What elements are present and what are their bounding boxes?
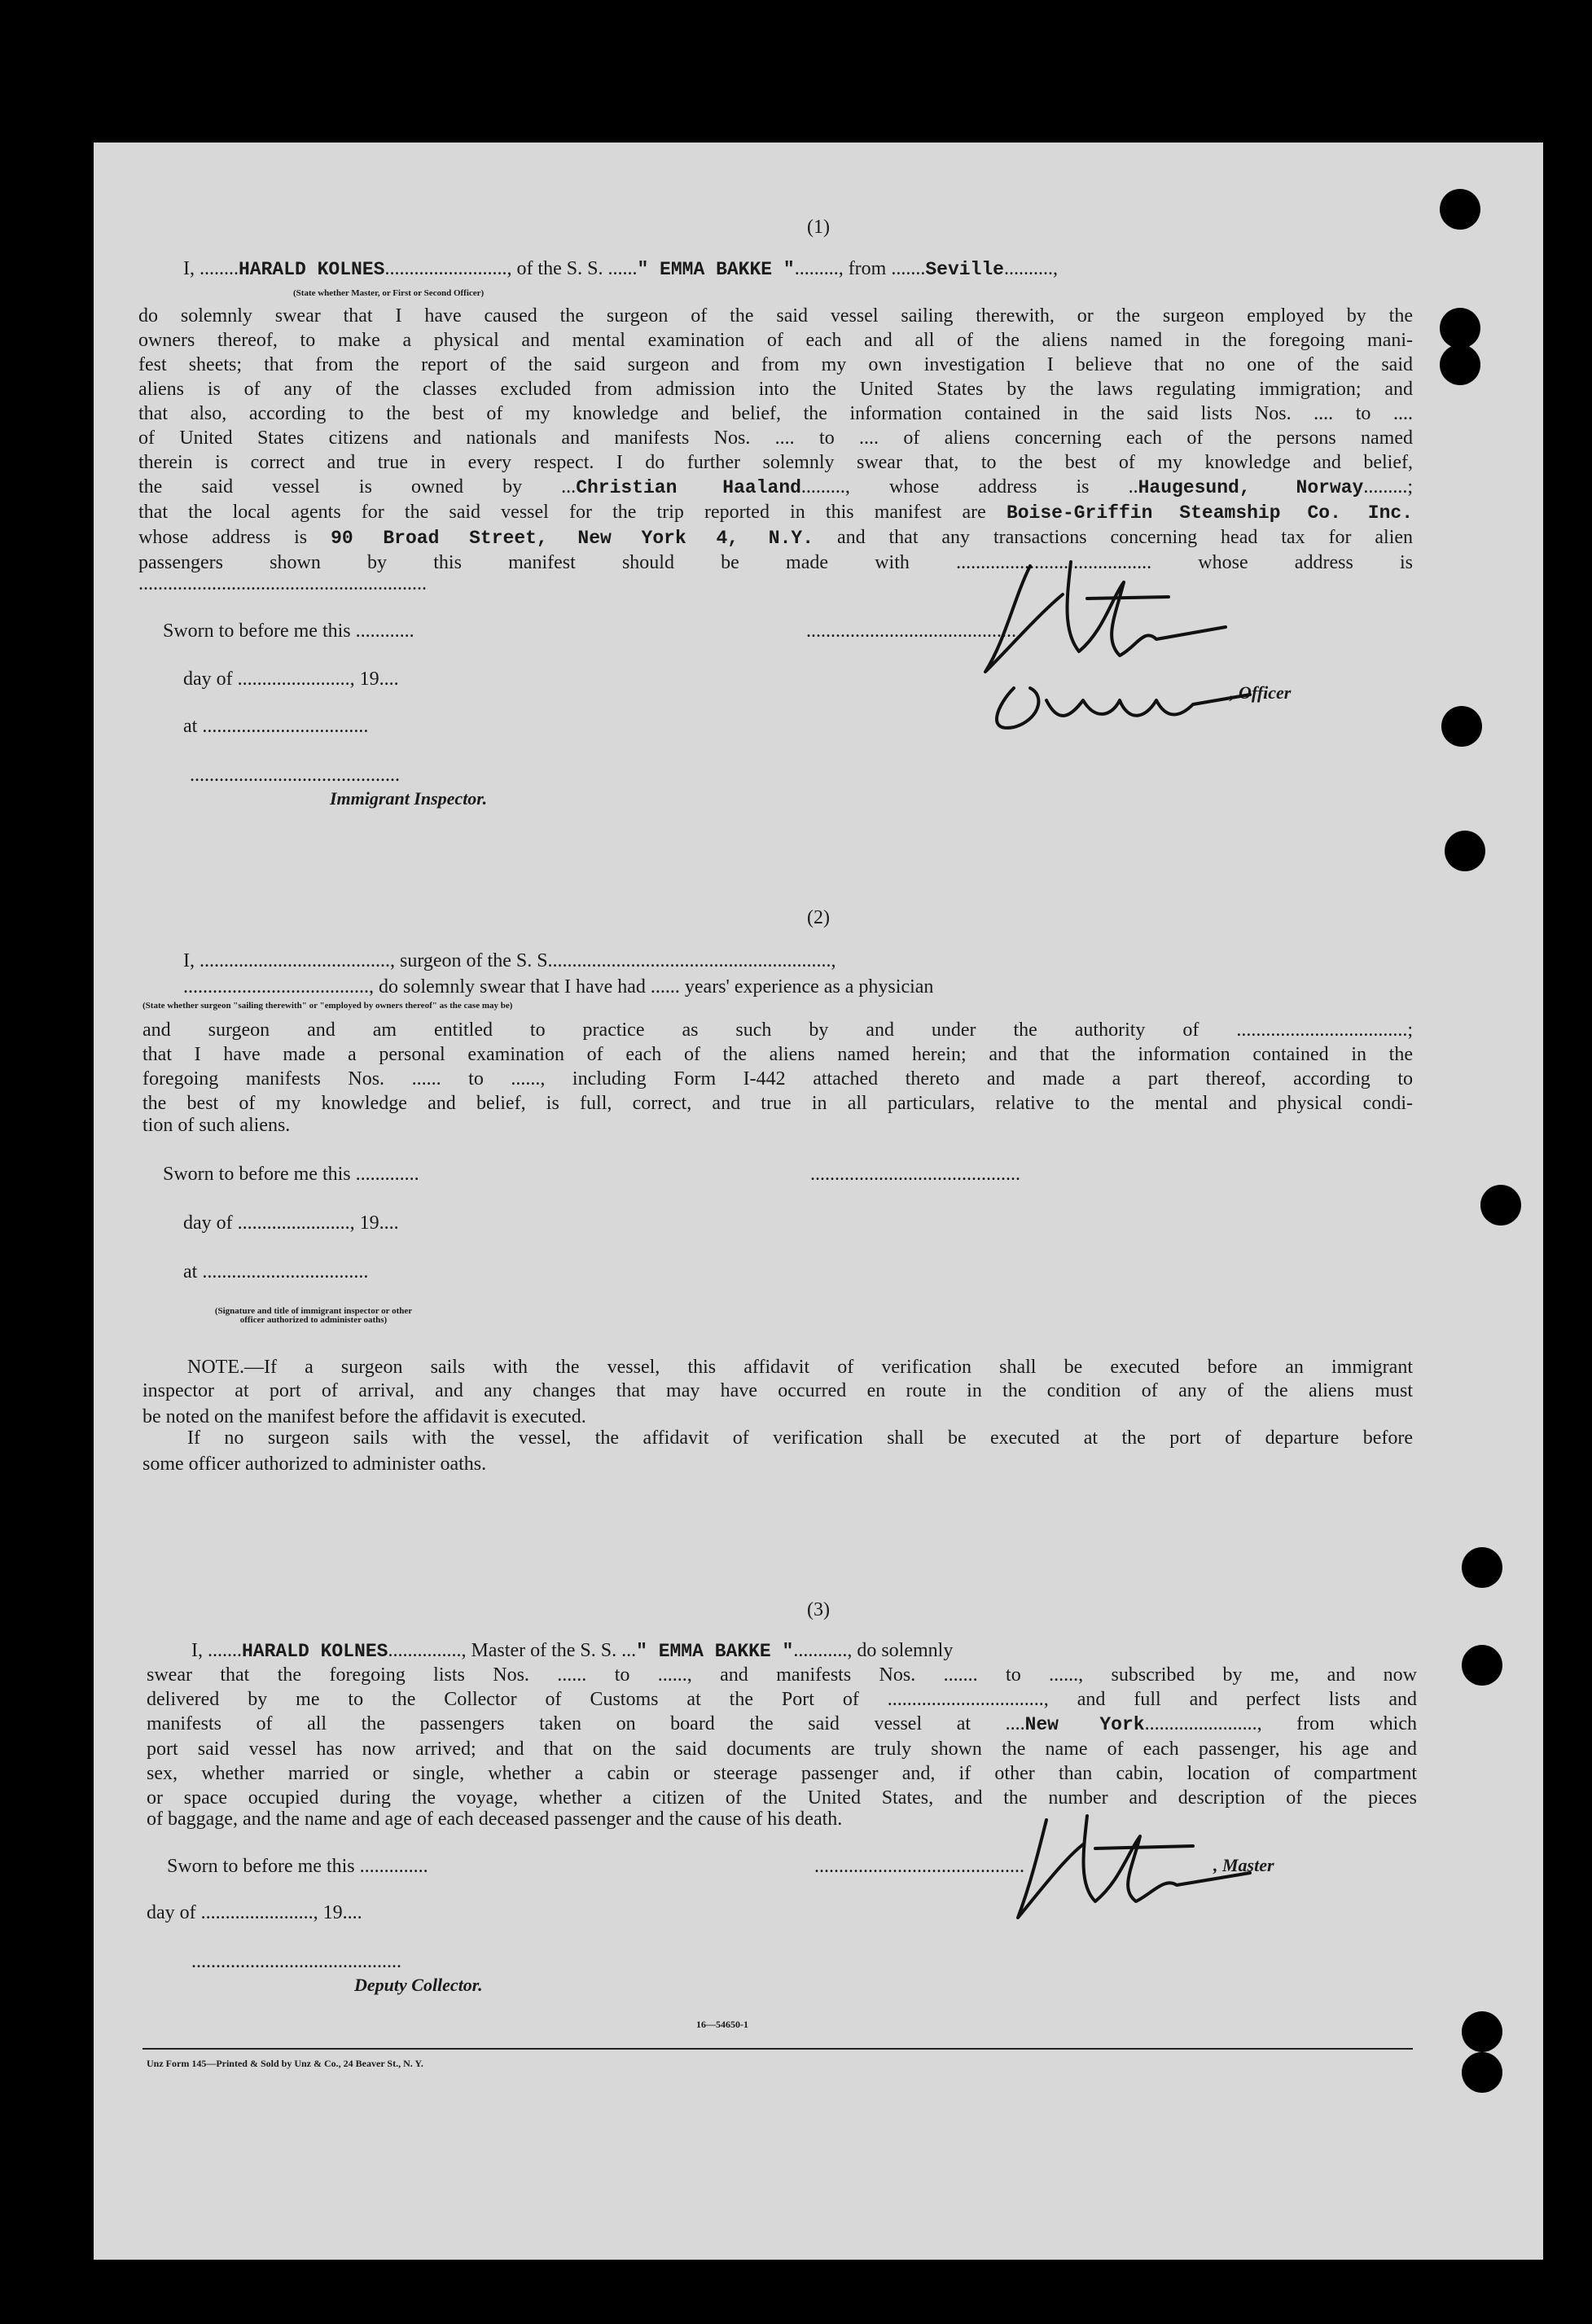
master-line-prefix: I, ........	[183, 258, 239, 279]
master-signature	[1014, 1804, 1283, 1926]
punch-hole	[1462, 2052, 1502, 2093]
departure-port: Seville	[925, 259, 1004, 280]
address-dots: ...........................................................	[138, 573, 427, 594]
oath-line: that also, according to the best of my knowledge and belief, the information contained in the said lists Nos. .... to ....	[138, 403, 1413, 424]
oath-line: owners thereof, to make a physical and mental examination of each and all of the aliens named in the foregoing mani-	[138, 330, 1413, 351]
agent-line	[138, 500, 1413, 525]
surgeon-line-1: I, ......................................., surgeon of the S. S..........................................................,	[183, 950, 836, 971]
punch-hole	[1462, 1645, 1502, 1686]
master-oath-paragraph	[147, 1663, 1417, 1810]
signature-dots-3: ...........................................	[814, 1856, 1024, 1877]
punch-hole	[1441, 706, 1482, 747]
punch-hole	[1440, 344, 1480, 385]
agent-address: 90 Broad Street, New York 4, N.Y.	[331, 528, 814, 549]
collector-label: Deputy Collector.	[354, 1975, 483, 1995]
punch-hole	[1440, 308, 1480, 349]
surgeon-oath-line: and surgeon and am entitled to practice as such by and under the authority of ...................................;	[143, 1019, 1413, 1041]
inspector-dots: ...........................................	[190, 765, 400, 786]
master-oath-last: of baggage, and the name and age of each deceased passenger and the cause of his death.	[147, 1809, 843, 1830]
punch-hole	[1462, 2011, 1502, 2052]
surgeon-line-2: ......................................, do solemnly swear that I have had ...... years' experience as a physician	[183, 976, 934, 998]
note-line: inspector at port of arrival, and any changes that may have occurred en route in the condition of any of the aliens must	[143, 1380, 1413, 1401]
collector-dots: ...........................................	[191, 1951, 401, 1972]
arrival-port: New York	[1024, 1714, 1145, 1735]
surgeon-oath-line: that I have made a personal examination of each of the aliens named herein; and that the information contained in the	[143, 1044, 1413, 1065]
signature-dots-2: ...........................................	[810, 1164, 1020, 1185]
owner-name: Christian Haaland	[576, 477, 801, 498]
vessel-name: " EMMA BAKKE "	[637, 259, 795, 280]
master-line-mid: ........................., of the S. S. ......	[384, 258, 638, 279]
agent-address-prefix: whose address is	[138, 527, 308, 548]
vessel-name-3: " EMMA BAKKE "	[636, 1641, 794, 1662]
punch-hole	[1440, 189, 1480, 230]
surgeon-oath-line: foregoing manifests Nos. ...... to ......, including Form I-442 attached thereto and made a part thereof, according to	[143, 1068, 1413, 1090]
owner-line-mid: ........., whose address is ..	[800, 476, 1138, 498]
officer-caption: (State whether Master, or First or Second Officer)	[293, 288, 485, 298]
master-oath-line: delivered by me to the Collector of Customs at the Port of ................................, and full and perfect lists and	[147, 1689, 1417, 1710]
master-line-3	[191, 1641, 953, 1661]
oath-line: aliens is of any of the classes excluded from admission into the United States by the laws regulating immigration; and	[138, 379, 1413, 400]
document-page	[94, 143, 1543, 2260]
surgeon-oath-last: tion of such aliens.	[143, 1115, 291, 1136]
printer-credit: Unz Form 145—Printed & Sold by Unz & Co., 24 Beaver St., N. Y.	[147, 2058, 423, 2069]
section-2-number: (2)	[807, 907, 830, 928]
note-paragraph-2	[143, 1427, 1413, 1450]
master3-prefix: I, .......	[191, 1640, 242, 1661]
master-oath-line: port said vessel has now arrived; and that on the said documents are truly shown the name of each passenger, his age and	[147, 1739, 1417, 1760]
master-label: , Master	[1213, 1855, 1274, 1875]
port-line-prefix: manifests of all the passengers taken on board the said vessel at ....	[147, 1713, 1025, 1734]
note-line: NOTE.—If a surgeon sails with the vessel, this affidavit of verification shall be executed before an immigrant	[187, 1357, 1413, 1378]
footer-divider	[143, 2048, 1413, 2050]
sworn-line-2: Sworn to before me this .............	[163, 1164, 419, 1185]
master3-end: ..........., do solemnly	[793, 1640, 954, 1661]
note-paragraph-1	[143, 1356, 1413, 1403]
day-line-3: day of ......................., 19....	[147, 1902, 362, 1923]
sworn-line-3: Sworn to before me this ..............	[167, 1856, 428, 1877]
master-name: HARALD KOLNES	[239, 259, 385, 280]
master3-mid: ..............., Master of the S. S. ...	[388, 1640, 637, 1661]
inspector-label: Immigrant Inspector.	[330, 788, 488, 809]
owner-line-prefix: the said vessel is owned by ...	[138, 476, 577, 498]
officer-signature	[981, 550, 1291, 737]
owner-line-end: .........;	[1363, 476, 1414, 498]
punch-hole	[1480, 1185, 1521, 1226]
oath-line: do solemnly swear that I have caused the surgeon of the said vessel sailing therewith, or the surgeon employed by the	[138, 305, 1413, 327]
sworn-line-1: Sworn to before me this ............	[163, 620, 414, 642]
day-line-2: day of ......................., 19....	[183, 1212, 399, 1234]
at-line-1: at ..................................	[183, 716, 369, 737]
master-line-from: ........., from .......	[794, 258, 926, 279]
head-tax-suffix: whose address is	[1198, 552, 1413, 573]
agent-line-prefix: that the local agents for the said vessel for the trip reported in this manifest are	[138, 502, 986, 523]
agent-address-suffix: and that any transactions concerning head tax for alien	[836, 527, 1414, 548]
surgeon-oath-line: the best of my knowledge and belief, is full, correct, and true in all particulars, relative to the mental and physical condi-	[143, 1093, 1413, 1114]
port-line	[147, 1712, 1417, 1737]
day-line-1: day of ......................., 19....	[183, 669, 399, 690]
note-line: If no surgeon sails with the vessel, the affidavit of verification shall be executed at the port of departure before	[187, 1427, 1413, 1449]
oath-line: therein is correct and true in every respect. I do further solemnly swear that, to the best of my knowledge and belief,	[138, 452, 1413, 473]
agent-name: Boise-Griffin Steamship Co. Inc.	[1006, 502, 1414, 524]
punch-hole	[1462, 1547, 1502, 1588]
master-line-end: ..........,	[1003, 258, 1058, 279]
master-oath-line: or space occupied during the voyage, whether a citizen of the United States, and the number and description of the pieces	[147, 1787, 1417, 1809]
note-line-5: some officer authorized to administer oaths.	[143, 1454, 487, 1475]
note-line-3: be noted on the manifest before the affidavit is executed.	[143, 1406, 586, 1427]
form-number: 16—54650-1	[696, 2019, 748, 2030]
port-line-suffix: ......................., from which	[1144, 1713, 1417, 1734]
master-name-3: HARALD KOLNES	[242, 1641, 388, 1662]
signature-dots-1: ...........................................	[806, 620, 1016, 642]
owner-line	[138, 475, 1413, 500]
master-oath-line: swear that the foregoing lists Nos. ...... to ......, and manifests Nos. ....... to ......, subscribed by me, and now	[147, 1664, 1417, 1686]
surgeon-paragraph	[143, 1018, 1413, 1116]
signature-caption: (Signature and title of immigrant inspector or other officer authorized to administer oaths)	[214, 1306, 413, 1325]
surgeon-caption: (State whether surgeon "sailing therewith" or "employed by owners thereof" as the case may be)	[143, 1001, 513, 1011]
master-line	[183, 259, 1058, 279]
agent-address-line	[138, 525, 1413, 550]
oath-line: fest sheets; that from the report of the said surgeon and from my own investigation I believe that no one of the said	[138, 354, 1413, 375]
head-tax-prefix: passengers shown by this manifest should be made with ........................................	[138, 552, 1152, 573]
officer-label: , Officer	[1230, 682, 1292, 703]
master-oath-line: sex, whether married or single, whether a cabin or steerage passenger and, if other than cabin, location of compartment	[147, 1763, 1417, 1784]
owner-address: Haugesund, Norway	[1138, 477, 1364, 498]
at-line-2: at ..................................	[183, 1261, 369, 1283]
section-1-number: (1)	[807, 217, 830, 238]
oath-line: of United States citizens and nationals and manifests Nos. .... to .... of aliens concerning each of the persons named	[138, 428, 1413, 449]
punch-hole	[1445, 831, 1485, 871]
oath-paragraph-1	[138, 304, 1413, 575]
section-3-number: (3)	[807, 1599, 830, 1620]
